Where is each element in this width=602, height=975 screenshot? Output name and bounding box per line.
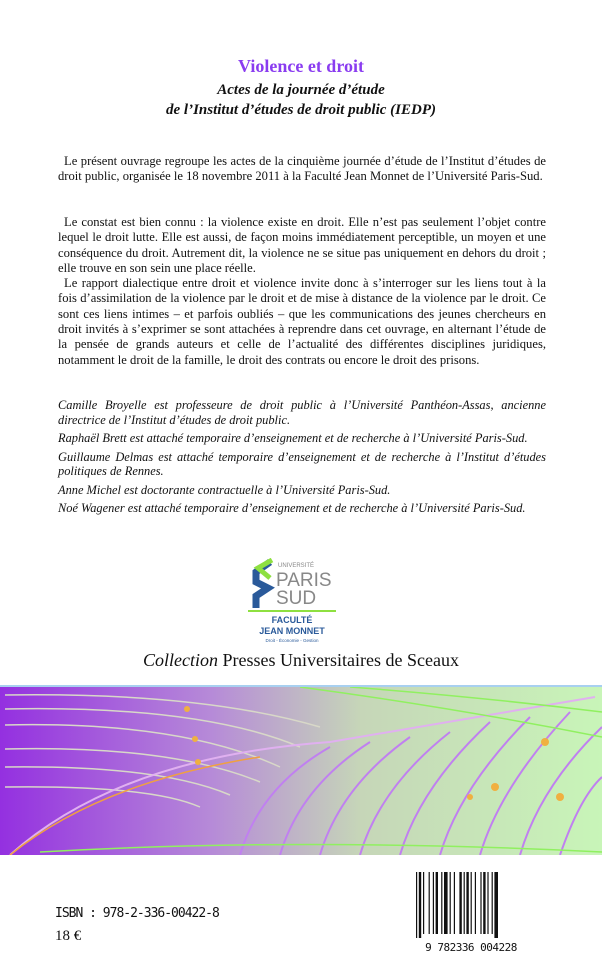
svg-text:JEAN MONNET: JEAN MONNET <box>259 626 325 636</box>
svg-text:PARIS: PARIS <box>276 570 332 591</box>
bio: Guillaume Delmas est attaché temporaire d’enseignement et de recherche à l’Institut d’études politiques de Rennes. <box>58 449 546 478</box>
bio: Noé Wagener est attaché temporaire d’enseignement et de recherche à l’Université Paris-Sud. <box>58 501 526 515</box>
summary-paragraph-1 <box>58 154 546 185</box>
summary-paragraphs <box>58 215 546 368</box>
svg-text:FACULTÉ: FACULTÉ <box>271 615 313 625</box>
subtitle-line-1: Actes de la journée d’étude <box>217 82 385 98</box>
price: 18 € <box>55 928 82 944</box>
collection-prefix: Collection <box>143 650 219 670</box>
paragraph-text: Le présent ouvrage regroupe les actes de la cinquième journée d’étude de l’Institut d’études de droit public, organisée le 18 novembre 2011 à la Faculté Jean Monnet de l’Université Paris-Sud. <box>58 154 546 184</box>
decorative-banner <box>0 685 602 855</box>
barcode <box>412 872 530 954</box>
swirl-pattern-icon <box>0 687 602 855</box>
university-logo <box>248 558 348 653</box>
bio: Anne Michel est doctorante contractuelle à l’Université Paris-Sud. <box>58 482 391 497</box>
subtitle-line-2: de l’Institut d’études de droit public (IEDP) <box>166 102 436 118</box>
collection-title: Presses Universitaires de Sceaux <box>222 650 459 670</box>
isbn: ISBN : 978-2-336-00422-8 <box>55 906 219 921</box>
author-bios <box>58 398 546 520</box>
svg-text:SUD: SUD <box>276 588 317 609</box>
bio: Raphaël Brett est attaché temporaire d’enseignement et de recherche à l’Université Paris-Sud. <box>58 431 528 445</box>
paragraph-text: Le constat est bien connu : la violence existe en droit. Elle n’est pas seulement l’objet contre lequel le droit lutte. Elle est aussi, de façon moins immédiatement perceptible, un moyen et une conséquence du droit. Autrement dit, la violence ne se situe pas uniquement en dehors du droit ; elle trouve en son sein une place réelle. <box>58 215 546 275</box>
barcode-bars-icon <box>412 872 530 938</box>
svg-text:UNIVERSITÉ: UNIVERSITÉ <box>278 563 315 569</box>
collection-name <box>0 650 602 671</box>
paris-sud-logo-icon <box>248 558 348 648</box>
barcode-number: 9 782336 004228 <box>425 941 517 954</box>
book-title: Violence et droit <box>238 56 364 76</box>
paragraph-text: Le rapport dialectique entre droit et violence invite donc à s’interroger sur les liens tout à la fois d’assimilation de la violence par le droit et de mise à distance de la violence par le droit. Ce sont ces liens intimes – et parfois oubliés – que les communications des jeunes chercheurs en droit invités à s’exprimer se sont attachées à reprendre dans cet ouvrage, en alternant l’étude de la pensée de grands auteurs et celle de l’actualité des différentes disciplines juridiques, notamment le droit de la famille, le droit des contrats ou encore le droit des prisons. <box>58 276 546 367</box>
svg-text:Droit - Économie - Gestion: Droit - Économie - Gestion <box>265 638 319 643</box>
bio: Camille Broyelle est professeure de droit public à l’Université Panthéon-Assas, ancienne directrice de l’Institut d’études de droit public. <box>58 398 546 427</box>
